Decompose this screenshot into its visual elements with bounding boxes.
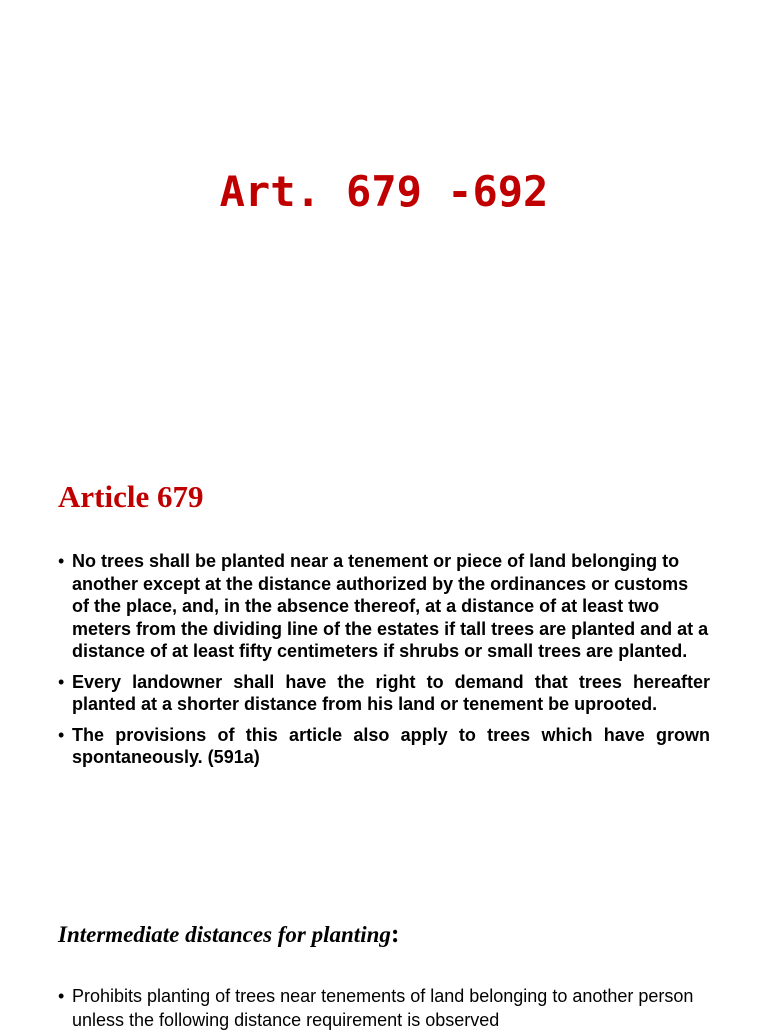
bullet-text: No trees shall be planted near a tenement or piece of land belonging to another except at the distance authorized by the ordinances or customs of the place, and, in the absence thereof, at a distance of at least two meters from the dividing line of the estates if tall trees are planted and at a distance of at least fifty centimeters if shrubs or small trees are planted. xyxy=(72,551,709,661)
bullet-item xyxy=(58,550,710,663)
bullet-icon: • xyxy=(58,724,65,745)
slide-title: Art. 679 -692 xyxy=(219,167,549,216)
bullet-icon: • xyxy=(58,671,65,692)
subsection-bullet-list xyxy=(58,984,718,1032)
subsection-heading xyxy=(58,918,400,951)
subsection-heading-colon: : xyxy=(390,919,400,948)
bullet-item xyxy=(58,724,710,769)
bullet-text: The provisions of this article also apply to trees which have grown spontaneously. (591a) xyxy=(72,724,710,767)
bullet-item xyxy=(58,671,710,716)
article-heading: Article 679 xyxy=(58,479,204,514)
bullet-icon: • xyxy=(58,986,65,1006)
bullet-text: Every landowner shall have the right to demand that trees hereafter planted at a shorter distance from his land or tenement be uprooted. xyxy=(72,671,710,714)
bullet-text: Prohibits planting of trees near tenements of land belonging to another person unless the following distance requirement is observed xyxy=(72,986,694,1030)
article-bullet-list xyxy=(58,550,710,777)
bullet-icon: • xyxy=(58,551,65,571)
bullet-item xyxy=(58,984,718,1032)
subsection-heading-text: Intermediate distances for planting xyxy=(58,922,391,947)
